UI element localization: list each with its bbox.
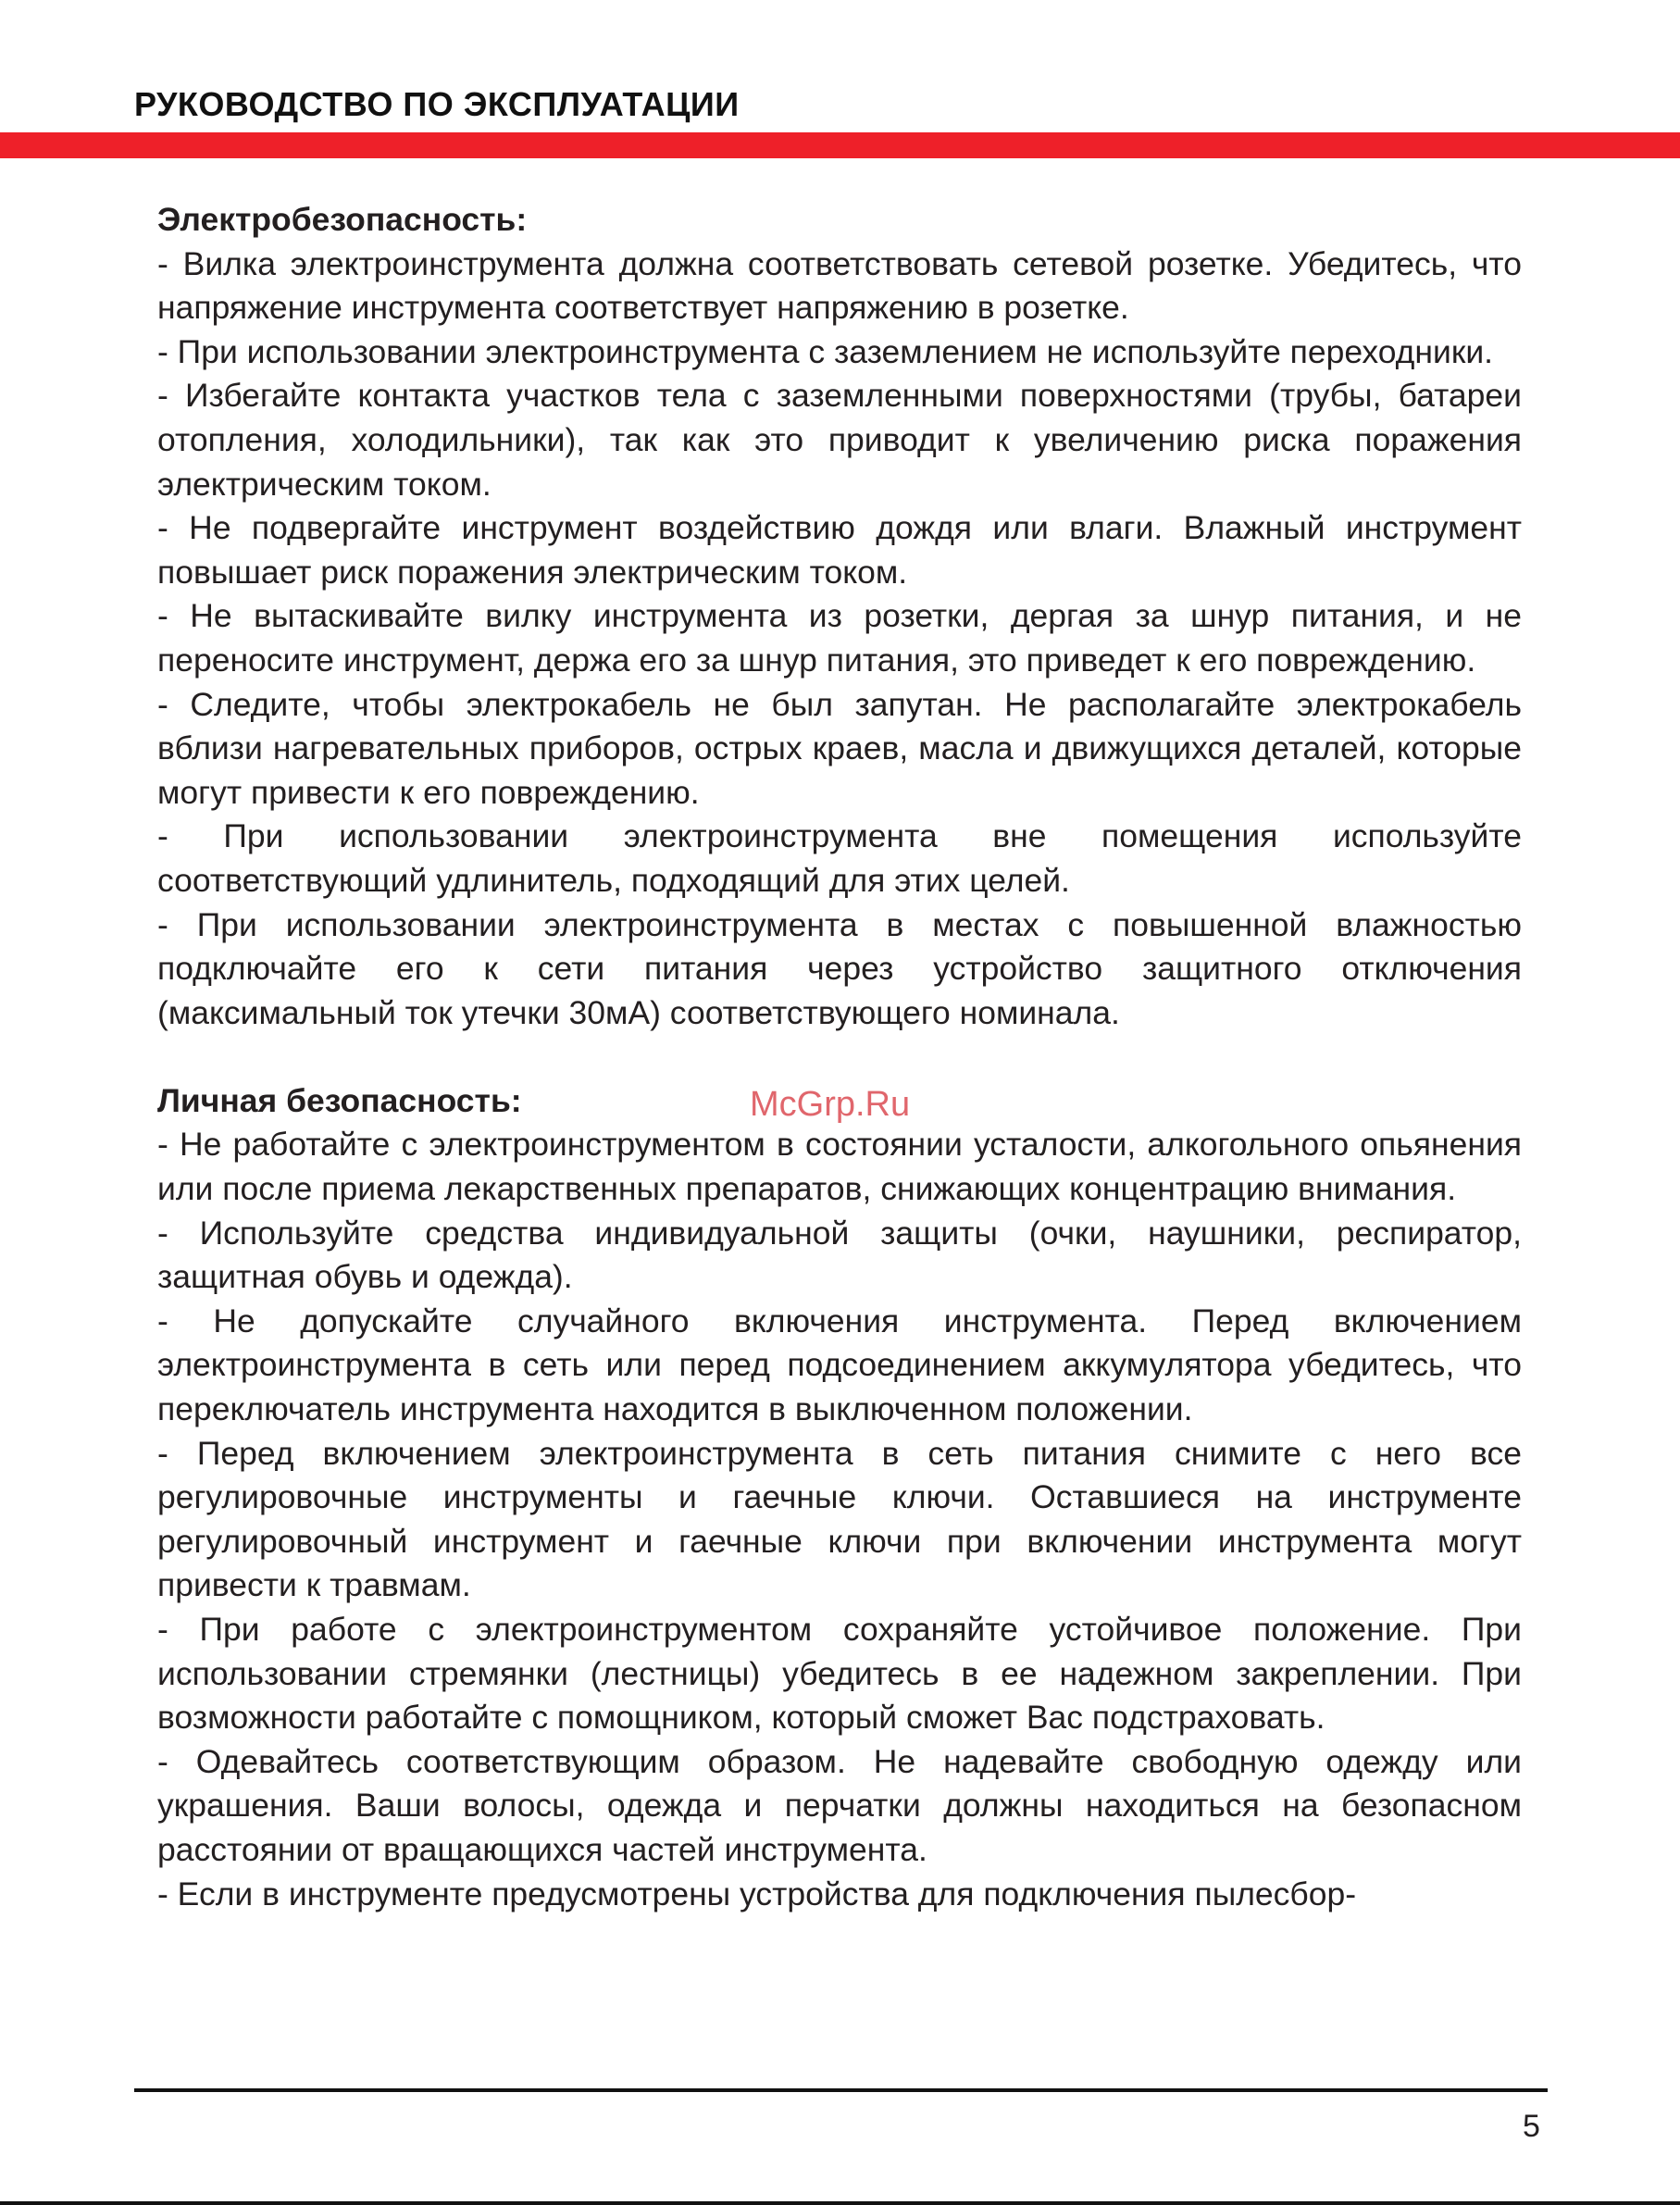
- paragraph: - При использовании электроинструмента в местах с повышенной влажностью подключайте его к сети питания через устройство защитного отключения (максимальный ток утечки 30мА) соответствующего номинала.: [157, 905, 1522, 1031]
- paragraph: - Перед включением электроинструмента в сеть питания снимите с него все регулировочные инструменты и гаечные ключи. Оставшиеся на инструменте регулировочный инструмент и гаечные ключи при включении инструмента могут привести к травмам.: [157, 1434, 1522, 1604]
- paragraph: - Если в инструменте предусмотрены устройства для подключения пылесбор-: [157, 1875, 1357, 1912]
- section-electrical-safety: [157, 198, 1522, 1035]
- page-header-title: РУКОВОДСТВО ПО ЭКСПЛУАТАЦИИ: [134, 85, 740, 123]
- header-red-band: [0, 132, 1680, 158]
- paragraph: - Следите, чтобы электрокабель не был запутан. Не располагайте электрокабель вблизи нагревательных приборов, острых краев, масла и движущихся деталей, которые могут привести к его повреждению.: [157, 685, 1522, 811]
- page-bottom-edge: [0, 2201, 1680, 2205]
- section-title: Личная безопасность:: [157, 1081, 522, 1119]
- page-number: 5: [1523, 2109, 1540, 2144]
- paragraph: - При работе с электроинструментом сохраняйте устойчивое положение. При использовании стремянки (лестницы) убедитесь в ее надежном закреплении. При возможности работайте с помощником, который сможет Вас подстраховать.: [157, 1611, 1522, 1737]
- paragraph: - При использовании электроинструмента вне помещения используйте соответствующий удлинитель, подходящий для этих целей.: [157, 817, 1522, 899]
- watermark-text: McGrp.Ru: [750, 1085, 911, 1124]
- footer-divider: [134, 2088, 1548, 2092]
- section-personal-safety: [157, 1079, 1522, 1916]
- paragraph: - Избегайте контакта участков тела с заземленными поверхностями (трубы, батареи отопления, холодильники), так как это приводит к увеличению риска поражения электрическим током.: [157, 377, 1522, 503]
- paragraph: - Не подвергайте инструмент воздействию дождя или влаги. Влажный инструмент повышает риск поражения электрическим током.: [157, 509, 1522, 591]
- paragraph: - Не вытаскивайте вилку инструмента из розетки, дергая за шнур питания, и не переносите инструмент, держа его за шнур питания, это приведет к его повреждению.: [157, 597, 1522, 679]
- paragraph: - Вилка электроинструмента должна соответствовать сетевой розетке. Убедитесь, что напряжение инструмента соответствует напряжению в розетке.: [157, 244, 1522, 327]
- section-spacer: [157, 1035, 1522, 1079]
- paragraph: - Не допускайте случайного включения инструмента. Перед включением электроинструмента в сеть или перед подсоединением аккумулятора убедитесь, что переключатель инструмента находится в выключенном положении.: [157, 1302, 1522, 1428]
- paragraph: - Используйте средства индивидуальной защиты (очки, наушники, респиратор, защитная обувь и одежда).: [157, 1214, 1522, 1296]
- paragraph: - При использовании электроинструмента с заземлением не используйте переходники.: [157, 332, 1494, 370]
- paragraph: - Одевайтесь соответствующим образом. Не надевайте свободную одежду или украшения. Ваши волосы, одежда и перчатки должны находиться на безопасном расстоянии от вращающихся частей инструмента.: [157, 1742, 1522, 1868]
- section-title: Электробезопасность:: [157, 201, 528, 238]
- document-body: [157, 198, 1522, 1916]
- paragraph: - Не работайте с электроинструментом в состоянии усталости, алкогольного опьянения или после приема лекарственных препаратов, снижающих концентрацию внимания.: [157, 1126, 1522, 1208]
